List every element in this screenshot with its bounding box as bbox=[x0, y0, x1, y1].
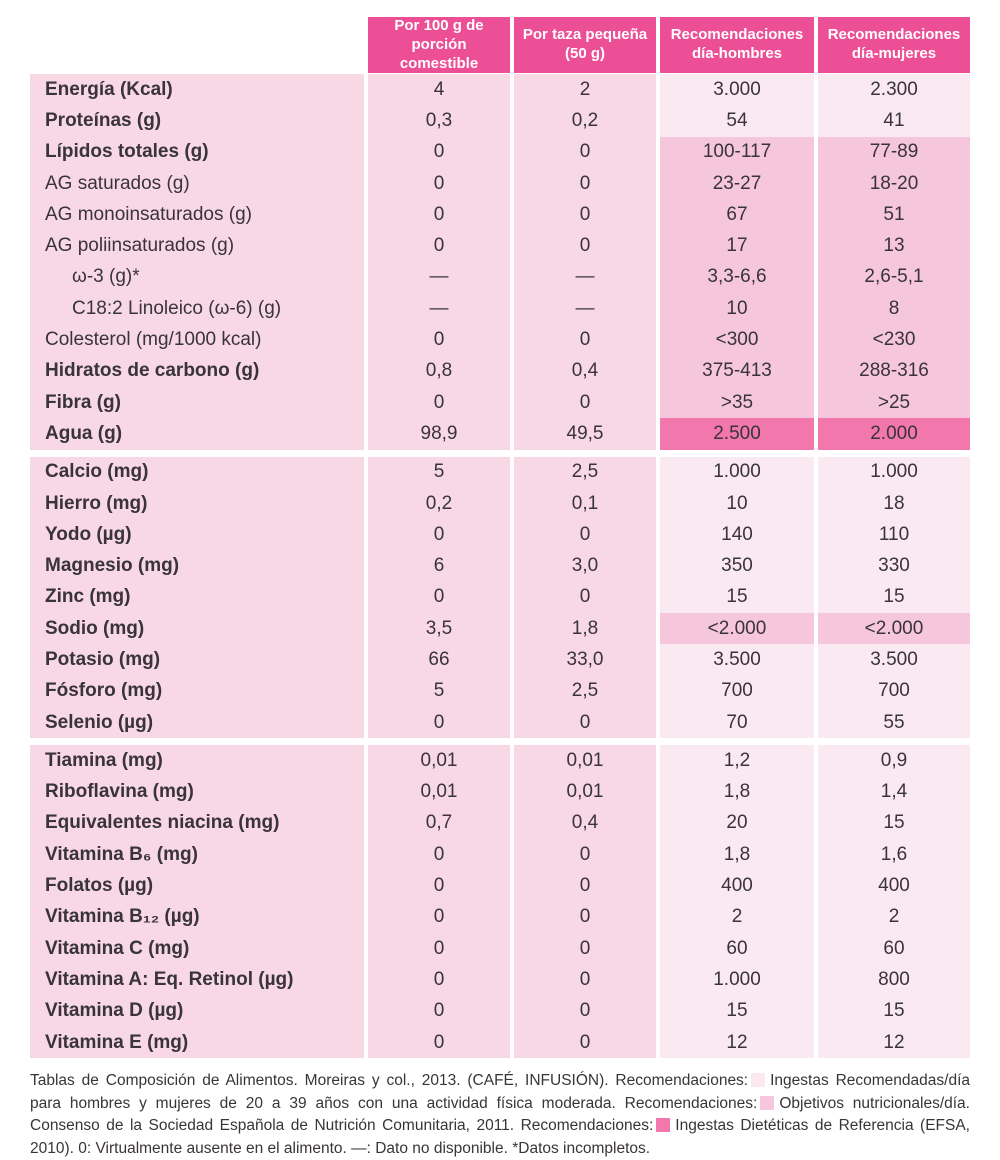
value-women: 2,6-5,1 bbox=[818, 262, 970, 293]
value-women: 400 bbox=[818, 870, 970, 901]
value-men: 3,3-6,6 bbox=[660, 262, 814, 293]
value-per-100g: 0 bbox=[368, 1027, 510, 1058]
row-label: C18:2 Linoleico (ω-6) (g) bbox=[30, 293, 364, 324]
value-per-100g: 0 bbox=[368, 324, 510, 355]
value-men: 15 bbox=[660, 582, 814, 613]
row-label: Yodo (µg) bbox=[30, 519, 364, 550]
value-per-100g: 0 bbox=[368, 137, 510, 168]
value-per-cup: 0,01 bbox=[514, 777, 656, 808]
value-men: 12 bbox=[660, 1027, 814, 1058]
value-men: 10 bbox=[660, 488, 814, 519]
value-men: 2.500 bbox=[660, 418, 814, 449]
value-per-100g: 0 bbox=[368, 387, 510, 418]
row-label: Vitamina E (mg) bbox=[30, 1027, 364, 1058]
col-header-per-100g: Por 100 g de porción comestible bbox=[368, 17, 510, 73]
value-per-100g: 0 bbox=[368, 996, 510, 1027]
row-label: Riboflavina (mg) bbox=[30, 777, 364, 808]
value-men: 1,2 bbox=[660, 745, 814, 776]
value-per-cup: 33,0 bbox=[514, 644, 656, 675]
row-label: Vitamina D (µg) bbox=[30, 996, 364, 1027]
value-men: 3.500 bbox=[660, 644, 814, 675]
value-men: <300 bbox=[660, 324, 814, 355]
value-per-cup: 0 bbox=[514, 1027, 656, 1058]
value-per-cup: 2 bbox=[514, 74, 656, 105]
footnote bbox=[30, 1070, 970, 1160]
row-label: Vitamina C (mg) bbox=[30, 933, 364, 964]
row-label: Vitamina B₁₂ (µg) bbox=[30, 902, 364, 933]
value-women: 77-89 bbox=[818, 137, 970, 168]
value-women: 2.300 bbox=[818, 74, 970, 105]
value-men: 1.000 bbox=[660, 457, 814, 488]
value-women: 0,9 bbox=[818, 745, 970, 776]
value-men: 3.000 bbox=[660, 74, 814, 105]
value-per-100g: 0,01 bbox=[368, 777, 510, 808]
value-per-cup: 0 bbox=[514, 996, 656, 1027]
value-per-100g: 0 bbox=[368, 230, 510, 261]
row-label: Calcio (mg) bbox=[30, 457, 364, 488]
legend-swatch-ingestas-recomendadas bbox=[751, 1073, 765, 1087]
value-per-100g: 5 bbox=[368, 676, 510, 707]
row-label: AG monoinsaturados (g) bbox=[30, 199, 364, 230]
value-per-cup: — bbox=[514, 262, 656, 293]
value-women: 15 bbox=[818, 582, 970, 613]
col-header-rec-mujeres: Recomendaciones día-mujeres bbox=[818, 17, 970, 73]
value-men: 67 bbox=[660, 199, 814, 230]
value-per-cup: 0,4 bbox=[514, 356, 656, 387]
value-per-100g: 0 bbox=[368, 519, 510, 550]
row-label: Colesterol (mg/1000 kcal) bbox=[30, 324, 364, 355]
value-per-cup: 0,01 bbox=[514, 745, 656, 776]
row-label: Hierro (mg) bbox=[30, 488, 364, 519]
row-label: Zinc (mg) bbox=[30, 582, 364, 613]
footnote-text-2: Ingestas Recomendadas/día para hombres y mujeres de 20 a 39 años con una actividad física moderada. Recomendaciones: bbox=[30, 1072, 971, 1112]
value-women: 51 bbox=[818, 199, 970, 230]
table-section-minerales bbox=[30, 457, 970, 739]
value-per-cup: 49,5 bbox=[514, 418, 656, 449]
row-label: Fibra (g) bbox=[30, 387, 364, 418]
value-women: 110 bbox=[818, 519, 970, 550]
value-men: 17 bbox=[660, 230, 814, 261]
row-label: Energía (Kcal) bbox=[30, 74, 364, 105]
value-women: 330 bbox=[818, 550, 970, 581]
value-per-100g: 0 bbox=[368, 933, 510, 964]
value-men: 70 bbox=[660, 707, 814, 738]
value-women: 12 bbox=[818, 1027, 970, 1058]
value-men: 1,8 bbox=[660, 777, 814, 808]
value-men: 60 bbox=[660, 933, 814, 964]
value-per-cup: 0 bbox=[514, 902, 656, 933]
row-label: Agua (g) bbox=[30, 418, 364, 449]
table-section-macronutrientes bbox=[30, 74, 970, 450]
value-per-100g: 4 bbox=[368, 74, 510, 105]
value-per-cup: 0 bbox=[514, 387, 656, 418]
row-label: Tiamina (mg) bbox=[30, 745, 364, 776]
value-per-100g: 6 bbox=[368, 550, 510, 581]
footnote-text-1: Tablas de Composición de Alimentos. Moreiras y col., 2013. (CAFÉ, INFUSIÓN). Recomendaciones: bbox=[30, 1072, 749, 1090]
value-per-cup: 0 bbox=[514, 582, 656, 613]
value-women: 8 bbox=[818, 293, 970, 324]
value-women: >25 bbox=[818, 387, 970, 418]
value-per-100g: 0,7 bbox=[368, 808, 510, 839]
footnote-text-3: Objetivos nutricionales/día. Consenso de la Sociedad Española de Nutrición Comunitaria, 2011. Recomendaciones: bbox=[30, 1094, 970, 1135]
value-per-cup: 3,0 bbox=[514, 550, 656, 581]
legend-swatch-ingestas-dieteticas bbox=[656, 1118, 670, 1132]
value-per-cup: 0 bbox=[514, 964, 656, 995]
value-per-cup: 0 bbox=[514, 870, 656, 901]
value-per-100g: 0,8 bbox=[368, 356, 510, 387]
value-men: 375-413 bbox=[660, 356, 814, 387]
legend-swatch-objetivos-nutricionales bbox=[760, 1096, 774, 1110]
row-label: Proteínas (g) bbox=[30, 105, 364, 136]
value-men: <2.000 bbox=[660, 613, 814, 644]
value-women: 288-316 bbox=[818, 356, 970, 387]
value-per-100g: 0 bbox=[368, 582, 510, 613]
value-men: >35 bbox=[660, 387, 814, 418]
value-men: 15 bbox=[660, 996, 814, 1027]
value-per-cup: — bbox=[514, 293, 656, 324]
value-men: 20 bbox=[660, 808, 814, 839]
value-per-100g: 0,3 bbox=[368, 105, 510, 136]
row-label: Vitamina A: Eq. Retinol (µg) bbox=[30, 964, 364, 995]
value-per-100g: — bbox=[368, 293, 510, 324]
value-per-100g: 0,01 bbox=[368, 745, 510, 776]
value-women: 18-20 bbox=[818, 168, 970, 199]
row-label: Sodio (mg) bbox=[30, 613, 364, 644]
table-section-vitaminas bbox=[30, 745, 970, 1058]
value-men: 10 bbox=[660, 293, 814, 324]
value-per-cup: 0 bbox=[514, 707, 656, 738]
col-header-per-cup: Por taza pequeña (50 g) bbox=[514, 17, 656, 73]
value-per-100g: 0,2 bbox=[368, 488, 510, 519]
row-label: Lípidos totales (g) bbox=[30, 137, 364, 168]
value-men: 54 bbox=[660, 105, 814, 136]
value-per-100g: 98,9 bbox=[368, 418, 510, 449]
value-per-cup: 0 bbox=[514, 137, 656, 168]
value-per-cup: 2,5 bbox=[514, 676, 656, 707]
value-per-cup: 0 bbox=[514, 519, 656, 550]
row-label: Selenio (µg) bbox=[30, 707, 364, 738]
value-men: 1.000 bbox=[660, 964, 814, 995]
row-label: Folatos (µg) bbox=[30, 870, 364, 901]
value-per-cup: 0 bbox=[514, 199, 656, 230]
table-header-row bbox=[30, 17, 970, 71]
value-women: 2.000 bbox=[818, 418, 970, 449]
value-men: 400 bbox=[660, 870, 814, 901]
row-label: AG saturados (g) bbox=[30, 168, 364, 199]
row-label: Equivalentes niacina (mg) bbox=[30, 808, 364, 839]
row-label: Vitamina B₆ (mg) bbox=[30, 839, 364, 870]
value-women: 2 bbox=[818, 902, 970, 933]
value-women: <230 bbox=[818, 324, 970, 355]
row-label: Fósforo (mg) bbox=[30, 676, 364, 707]
value-women: 1.000 bbox=[818, 457, 970, 488]
value-men: 23-27 bbox=[660, 168, 814, 199]
value-women: 60 bbox=[818, 933, 970, 964]
value-women: 41 bbox=[818, 105, 970, 136]
value-women: 700 bbox=[818, 676, 970, 707]
value-women: 55 bbox=[818, 707, 970, 738]
value-per-cup: 0 bbox=[514, 168, 656, 199]
value-per-100g: 3,5 bbox=[368, 613, 510, 644]
value-per-100g: 0 bbox=[368, 870, 510, 901]
value-per-cup: 0,2 bbox=[514, 105, 656, 136]
value-women: 18 bbox=[818, 488, 970, 519]
value-women: 3.500 bbox=[818, 644, 970, 675]
value-women: 13 bbox=[818, 230, 970, 261]
header-corner-spacer bbox=[30, 17, 364, 73]
value-men: 350 bbox=[660, 550, 814, 581]
value-per-cup: 0,4 bbox=[514, 808, 656, 839]
value-per-cup: 2,5 bbox=[514, 457, 656, 488]
value-women: 1,6 bbox=[818, 839, 970, 870]
value-men: 140 bbox=[660, 519, 814, 550]
value-per-100g: 0 bbox=[368, 964, 510, 995]
footnote-text-4: Ingestas Dietéticas de Referencia (EFSA, 2010). 0: Virtualmente ausente en el alimento. —: Dato no disponible. *Datos incompletos. bbox=[30, 1117, 970, 1157]
value-women: 15 bbox=[818, 996, 970, 1027]
row-label: AG poliinsaturados (g) bbox=[30, 230, 364, 261]
value-per-cup: 0 bbox=[514, 324, 656, 355]
value-men: 2 bbox=[660, 902, 814, 933]
value-per-100g: 0 bbox=[368, 902, 510, 933]
value-per-100g: 0 bbox=[368, 168, 510, 199]
value-per-cup: 0,1 bbox=[514, 488, 656, 519]
row-label: Magnesio (mg) bbox=[30, 550, 364, 581]
value-per-100g: 66 bbox=[368, 644, 510, 675]
row-label: Potasio (mg) bbox=[30, 644, 364, 675]
value-per-100g: 0 bbox=[368, 199, 510, 230]
value-women: <2.000 bbox=[818, 613, 970, 644]
col-header-rec-hombres: Recomendaciones día-hombres bbox=[660, 17, 814, 73]
value-per-100g: — bbox=[368, 262, 510, 293]
value-men: 700 bbox=[660, 676, 814, 707]
value-per-100g: 0 bbox=[368, 839, 510, 870]
value-men: 1,8 bbox=[660, 839, 814, 870]
value-women: 800 bbox=[818, 964, 970, 995]
row-label: ω-3 (g)* bbox=[30, 262, 364, 293]
row-label: Hidratos de carbono (g) bbox=[30, 356, 364, 387]
value-per-cup: 1,8 bbox=[514, 613, 656, 644]
value-women: 1,4 bbox=[818, 777, 970, 808]
value-men: 100-117 bbox=[660, 137, 814, 168]
value-per-100g: 0 bbox=[368, 707, 510, 738]
value-women: 15 bbox=[818, 808, 970, 839]
value-per-100g: 5 bbox=[368, 457, 510, 488]
value-per-cup: 0 bbox=[514, 839, 656, 870]
table-body bbox=[30, 74, 970, 1058]
value-per-cup: 0 bbox=[514, 230, 656, 261]
value-per-cup: 0 bbox=[514, 933, 656, 964]
